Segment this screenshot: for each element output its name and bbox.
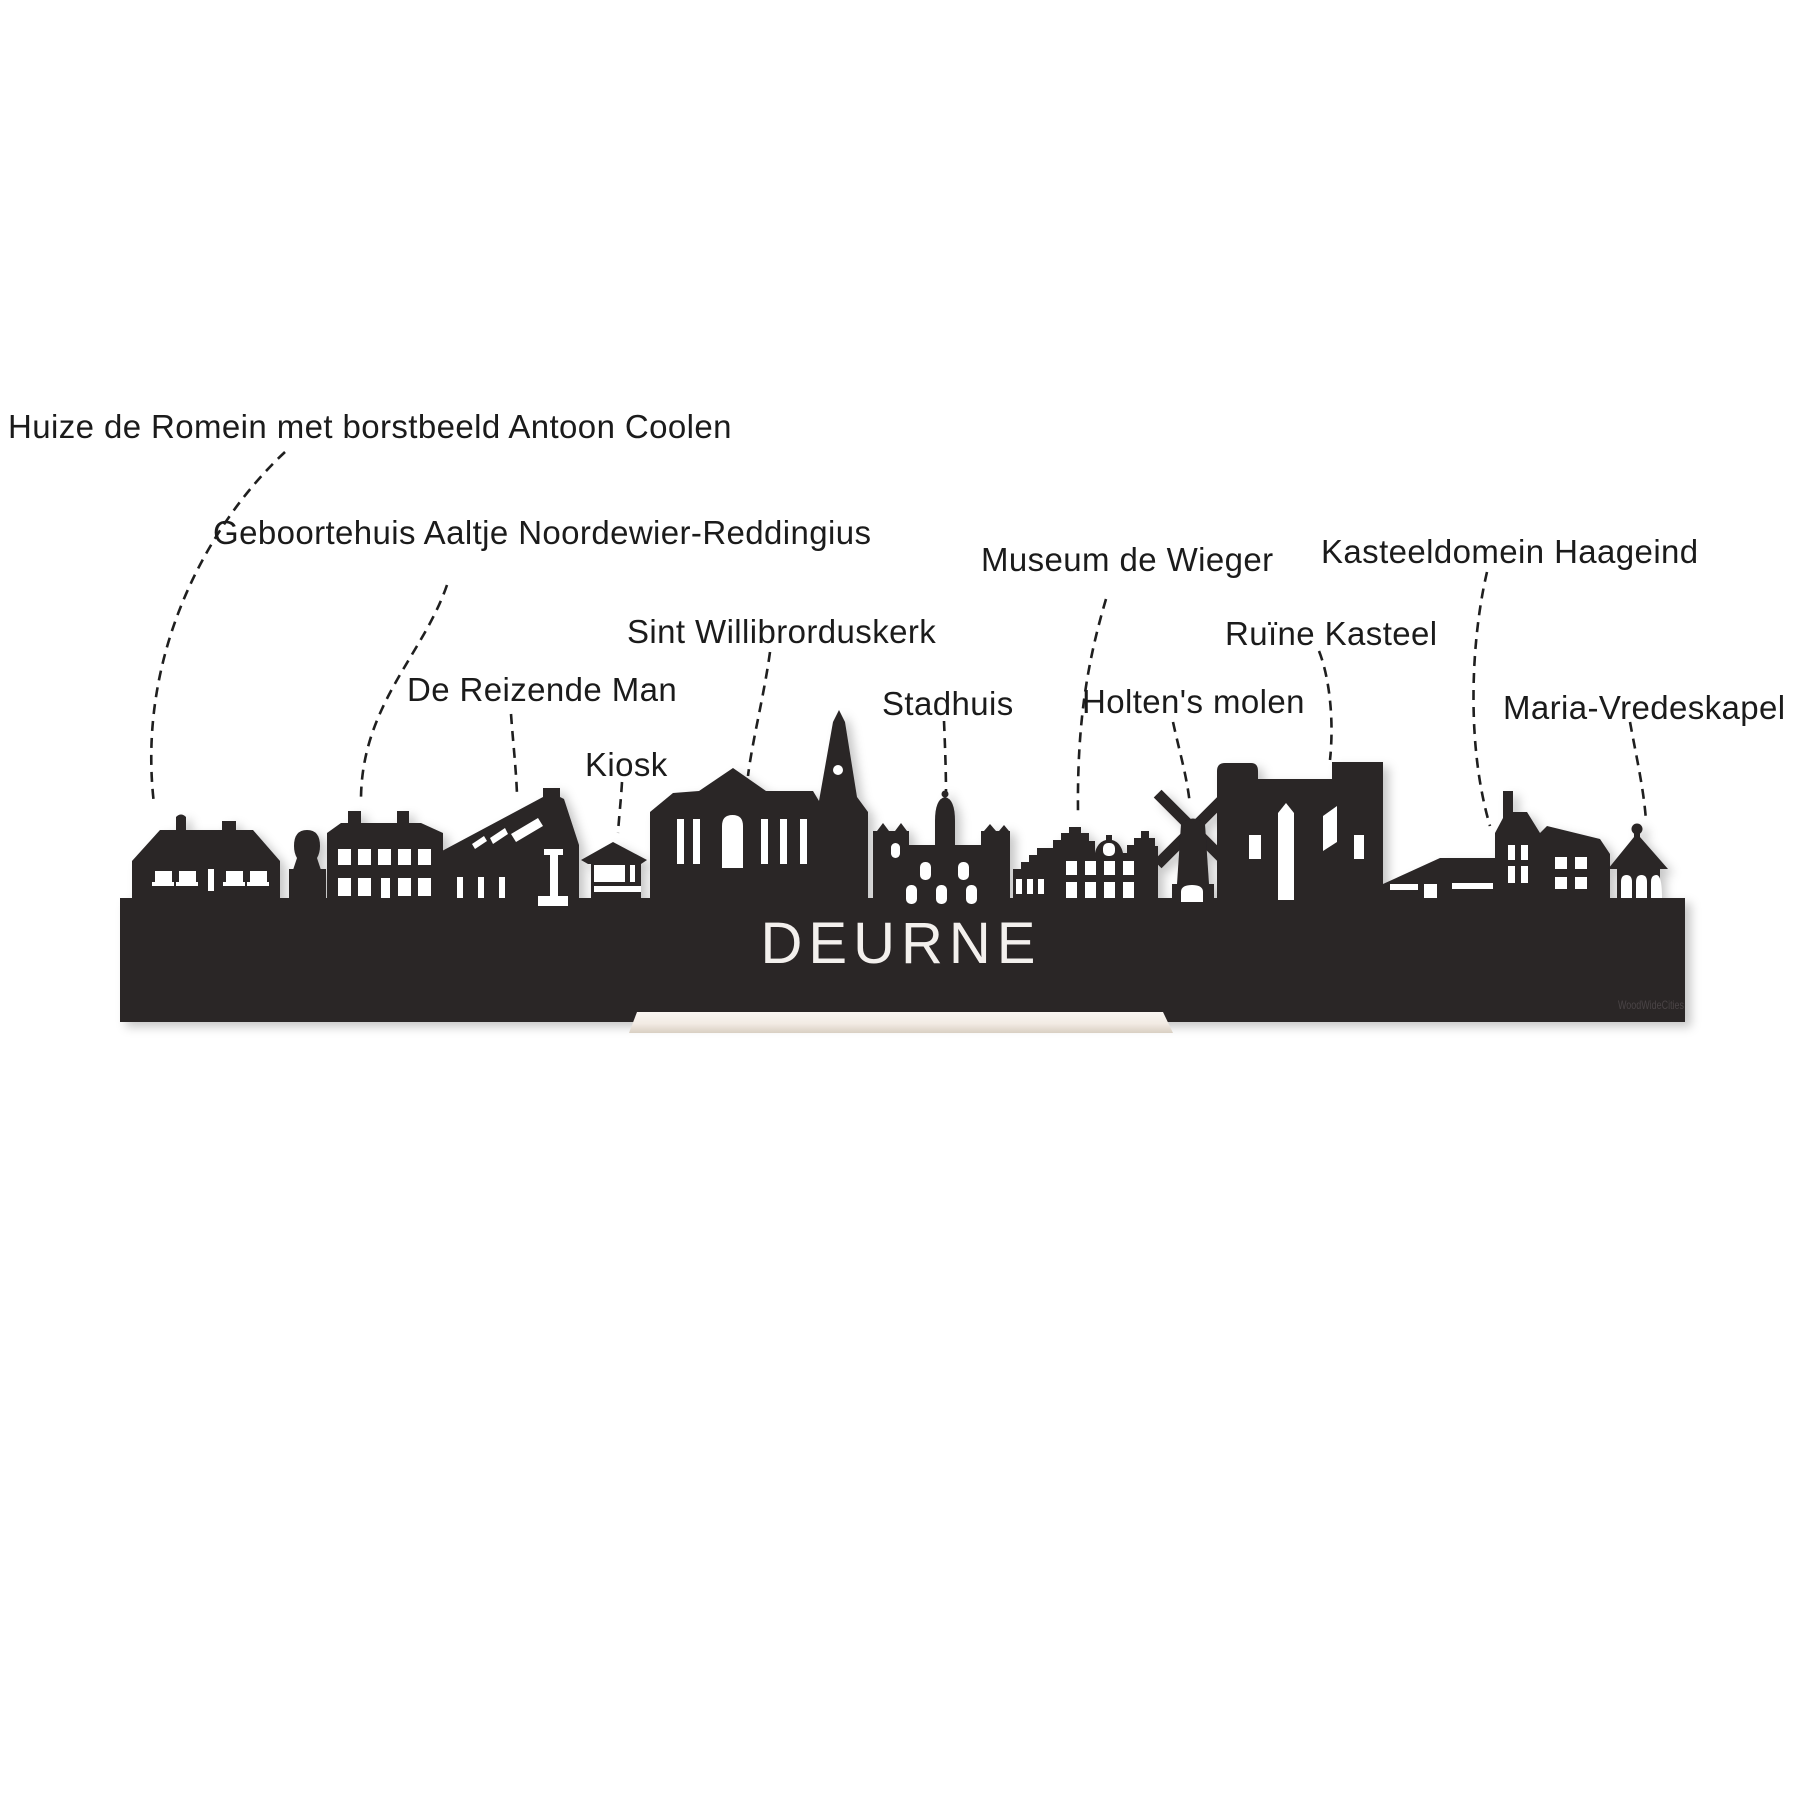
leader-sint-willibrorduskerk: [748, 652, 770, 776]
chapel-arch: [1636, 875, 1647, 898]
window-cutout: [1104, 861, 1115, 875]
window-cutout: [338, 878, 351, 896]
kiosk-window: [594, 865, 625, 882]
label-kasteeldomein-haageind: Kasteeldomein Haageind: [1321, 532, 1699, 570]
window-sill: [247, 882, 269, 886]
building-stadhuis-parapet: [981, 831, 1010, 847]
label-holtens-molen: Holten's molen: [1082, 682, 1305, 720]
chapel-finial-stem: [1634, 832, 1640, 840]
window-cutout: [1123, 882, 1134, 898]
label-stadhuis: Stadhuis: [882, 684, 1014, 722]
window-cutout: [1085, 882, 1096, 898]
castle-window: [1354, 835, 1364, 859]
statue-reizende-man-cutout: [550, 854, 558, 897]
leader-holtens-molen: [1173, 722, 1190, 805]
window-cutout: [398, 849, 411, 865]
building-stadhuis-parapet: [873, 831, 909, 847]
building-museum-de-wieger: [1045, 827, 1158, 905]
window-arched: [920, 862, 931, 880]
window-cutout: [418, 849, 431, 865]
window-cutout: [1066, 882, 1077, 898]
chapel-arch: [1651, 875, 1662, 898]
statue-bust-pedestal: [289, 869, 326, 905]
chimney: [397, 811, 409, 825]
kiosk-window: [630, 865, 635, 882]
window-slit: [1521, 845, 1528, 860]
barn-slit: [1390, 884, 1418, 890]
church-clock: [833, 765, 843, 775]
door-slit: [208, 869, 214, 891]
leader-stadhuis: [944, 721, 946, 794]
label-huize-de-romein: Huize de Romein met borstbeeld Antoon Coolen: [8, 407, 732, 445]
window-arched: [936, 885, 947, 904]
window-cutout: [1575, 857, 1587, 869]
window-arched: [958, 862, 969, 880]
statue-reizende-man-cutout: [538, 896, 568, 906]
window-arched: [891, 843, 900, 858]
window-slit: [1508, 866, 1515, 883]
statue-bust-antoon-coolen: [293, 830, 321, 870]
label-maria-vredeskapel: Maria-Vredeskapel: [1503, 688, 1786, 726]
building-ruine-kasteel: [1217, 762, 1383, 905]
city-name-cutout: DEURNE: [760, 911, 1042, 976]
church-arch-window: [722, 815, 743, 868]
window-cutout: [1104, 882, 1115, 898]
church-window-slit: [693, 819, 700, 864]
window-cutout: [226, 871, 243, 882]
window-cutout: [358, 878, 371, 896]
barn-window: [1424, 884, 1437, 898]
leader-ruine-kasteel: [1319, 651, 1332, 760]
window-slit: [478, 877, 484, 898]
building-farm-barn: [1383, 858, 1498, 905]
window-sill: [223, 882, 245, 886]
window-cutout: [179, 871, 196, 882]
church-window-slit: [780, 819, 787, 864]
window-arched: [966, 885, 977, 904]
window-sill: [176, 882, 198, 886]
window-cutout: [358, 849, 371, 865]
door-slit: [381, 878, 390, 898]
stand-foot: [629, 1012, 1173, 1033]
building-huize-de-romein: [132, 815, 280, 906]
chapel-arch: [1621, 875, 1632, 898]
window-cutout: [1555, 877, 1567, 889]
label-kiosk: Kiosk: [585, 745, 668, 783]
building-stadhuis-dome-tip: [942, 791, 949, 798]
church-window-slit: [677, 819, 684, 864]
window-cutout: [250, 871, 267, 882]
window-cutout: [398, 878, 411, 896]
window-slit: [1038, 879, 1044, 894]
window-slit: [1521, 866, 1528, 883]
kiosk-band: [594, 886, 641, 892]
window-cutout: [1555, 857, 1567, 869]
label-de-reizende-man: De Reizende Man: [407, 670, 678, 708]
label-geboortehuis: Geboortehuis Aaltje Noordewier-Reddingius: [213, 513, 872, 551]
window-cutout: [418, 878, 431, 896]
window-slit: [1016, 879, 1022, 894]
castle-window: [1249, 835, 1261, 859]
window-cutout: [338, 849, 351, 865]
window-cutout: [1123, 861, 1134, 875]
brand-watermark: WoodWideCities: [1618, 998, 1684, 1012]
leader-maria-vredeskapel: [1630, 722, 1646, 821]
window-slit: [499, 877, 505, 898]
window-sill: [152, 882, 174, 886]
stepped-wall: [1013, 848, 1045, 905]
building-stadhuis-dome: [935, 797, 955, 845]
building-sint-willibrorduskerk: [650, 710, 868, 905]
window-cutout: [1085, 861, 1096, 875]
chimney: [348, 811, 361, 825]
leader-kasteeldomein-haageind: [1473, 572, 1490, 826]
windmill-arch: [1181, 885, 1203, 902]
window-cutout: [1066, 861, 1077, 875]
window-slit: [1508, 845, 1515, 860]
window-slit: [1027, 879, 1033, 894]
church-window-slit: [800, 819, 807, 864]
gable-ornament: [1103, 843, 1115, 856]
window-cutout: [155, 871, 172, 882]
leader-kiosk: [618, 782, 622, 833]
window-cutout: [1575, 877, 1587, 889]
leader-huize-de-romein: [151, 452, 285, 804]
leader-de-reizende-man: [511, 714, 517, 794]
window-arched: [906, 885, 917, 904]
barn-slit: [1452, 883, 1493, 889]
window-cutout: [378, 849, 391, 865]
building-kiosk-roof: [581, 842, 647, 864]
label-ruine-kasteel: Ruïne Kasteel: [1225, 614, 1438, 652]
label-sint-willibrorduskerk: Sint Willibrorduskerk: [627, 612, 937, 650]
church-window-slit: [761, 819, 768, 864]
window-slit: [457, 877, 463, 898]
label-museum-de-wieger: Museum de Wieger: [981, 540, 1274, 578]
castle-lancet-window: [1278, 803, 1294, 900]
windmill-body: [1177, 819, 1209, 885]
